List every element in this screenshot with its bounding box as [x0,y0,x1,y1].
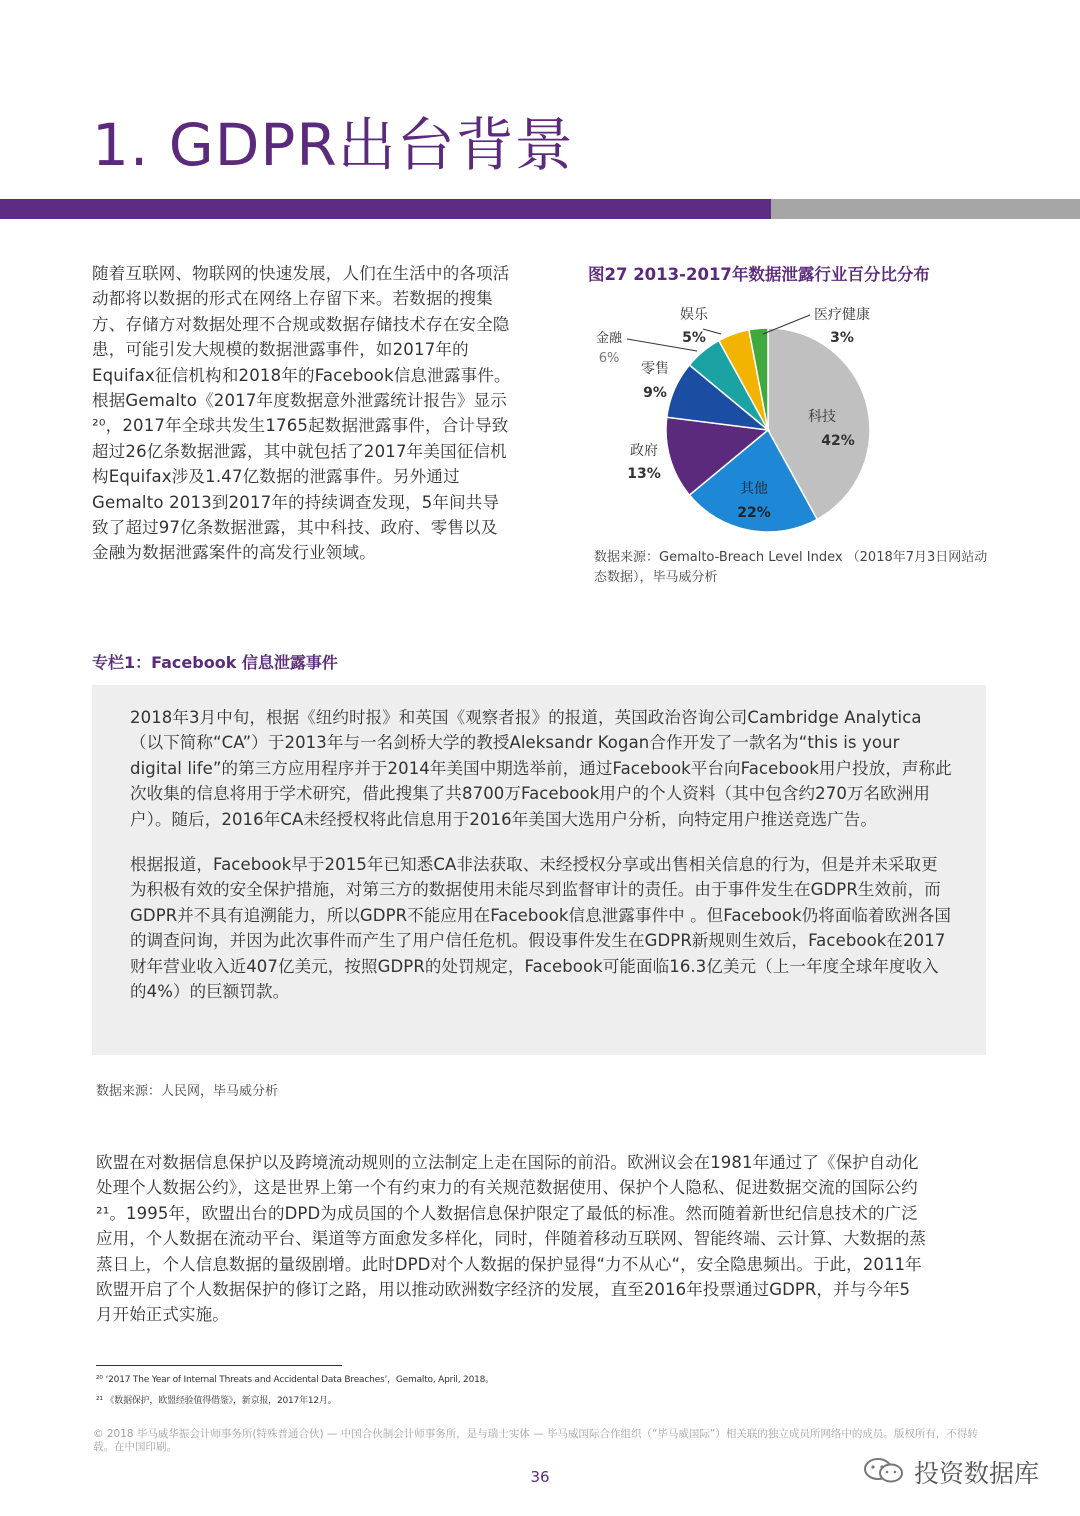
slice-label-government-name: 政府 [630,443,658,459]
slice-label-finance-value: 6% [598,351,620,366]
slice-label-government-value: 13% [627,466,661,482]
wechat-icon [862,1456,906,1484]
footnote-divider [96,1365,342,1366]
page-number: 36 [530,1468,550,1486]
slice-label-health-name: 医疗健康 [814,307,870,323]
slice-label-tech-name: 科技 [808,409,836,425]
figure-title: 图27 2013-2017年数据泄露行业百分比分布 [588,265,930,284]
slice-label-entertainment-name: 娱乐 [680,307,708,323]
sidebar-box-paragraph-2: 根据报道，Facebook早于2015年已知悉CA非法获取、未经授权分享或出售相关信息的行为，但是并未采取更为积极有效的安全保护措施，对第三方的数据使用未能尽到监督审计的责任。由于事件发生在GDPR生效前，而GDPR并不具有追溯能力，所以GDPR不能应用在Facebook信息泄露事件中 。但Facebook仍将面临着欧洲各国的调查问询，并因为此次事件而产生了用户信任危机。假设事件发生在GDPR新规则生效后，Facebook在2017财年营业收入近407亿美元，按照GDPR的处罚规定，Facebook可能面临16.3亿美元（上一年度全球年度收入的4%）的巨额罚款。 [130,855,952,1002]
slice-label-finance-name: 金融 [595,331,623,346]
intro-paragraph: 随着互联网、物联网的快速发展，人们在生活中的各项活动都将以数据的形式在网络上存留下来。若数据的搜集方、存储方对数据处理不合规或数据存储技术存在安全隐患，可能引发大规模的数据泄露事件，如2017年的Equifax征信机构和2018年的Facebook信息泄露事件。根据Gemalto《2017年度数据意外泄露统计报告》显示²⁰，2017年全球共发生1765起数据泄露事件，合计导致超过26亿条数据泄露，其中就包括了2017年美国征信机构Equifax涉及1.47亿数据的泄露事件。另外通过Gemalto 2013到2017年的持续调查发现，5年间共导致了超过97亿条数据泄露，其中科技、政府、零售以及金融为数据泄露案件的高发行业领域。 [92,264,511,563]
header-bar-purple [0,199,771,219]
sidebar-box-source: 数据来源：人民网，毕马威分析 [96,1084,279,1099]
page-title: 1. GDPR出台背景 [92,111,574,179]
sidebar-box-heading: 专栏1：Facebook 信息泄露事件 [92,653,338,672]
copyright-notice: © 2018 毕马威华振会计师事务所(特殊普通合伙) — 中国合伙制会计师事务所，是与瑞士实体 — 毕马威国际合作组织（“毕马威国际”）相关联的独立成员所网络中的成员。版权所有，不得转载。在中国印刷。 [93,1428,978,1453]
slice-label-other-value: 22% [737,505,771,521]
watermark [862,1452,1052,1488]
slice-label-tech-value: 42% [821,433,855,449]
body-paragraph: 欧盟在对数据信息保护以及跨境流动规则的立法制定上走在国际的前沿。欧洲议会在1981年通过了《保护自动化处理个人数据公约》，这是世界上第一个有约束力的有关规范数据使用、保护个人隐私、促进数据交流的国际公约²¹。1995年，欧盟出台的DPD为成员国的个人数据信息保护限定了最低的标准。然而随着新世纪信息技术的广泛应用，个人数据在流动平台、渠道等方面愈发多样化，同时，伴随着移动互联网、智能终端、云计算、大数据的蒸蒸日上，个人信息数据的量级剧增。此时DPD对个人数据的保护显得“力不从心“，安全隐患频出。于此，2011年欧盟开启了个人数据保护的修订之路，用以推动欧洲数字经济的发展，直至2016年投票通过GDPR，并与今年5月开始正式实施。 [96,1153,926,1325]
header-bar-gray [771,199,1080,219]
slice-label-retail-value: 9% [643,385,667,401]
figure-source: 数据来源：Gemalto-Breach Level Index （2018年7月3日网站动态数据），毕马威分析 [594,550,988,585]
slice-label-entertainment-value: 5% [682,330,706,346]
footnote-21: ²¹ 《数据保护，欧盟经验值得借鉴》，新京报，2017年12月。 [96,1396,337,1406]
watermark-text: 投资数据库 [914,1459,1040,1488]
sidebar-box-paragraph-1: 2018年3月中旬，根据《纽约时报》和英国《观察者报》的报道，英国政治咨询公司Cambridge Analytica（以下简称“CA”）于2013年与一名剑桥大学的教授Aleksandr Kogan合作开发了一款名为“this is your digital life”的第三方应用程序并于2014年美国中期选举前，通过Facebook平台向Facebook用户投放，声称此次收集的信息将用于学术研究，借此搜集了共8700万Facebook用户的个人资料（其中包含约270万名欧洲用户）。随后，2016年CA未经授权将此信息用于2016年美国大选用户分析，向特定用户推送竞选广告。 [130,708,952,829]
sidebar-box [92,685,986,1055]
slice-label-retail-name: 零售 [641,361,669,377]
footnote-20: ²⁰ ‘2017 The Year of Internal Threats and Accidental Data Breaches’，Gemalto, April, 2018。 [96,1375,494,1385]
slice-label-health-value: 3% [830,330,854,346]
pie-chart [585,295,885,545]
slice-label-other-name: 其他 [740,481,768,497]
